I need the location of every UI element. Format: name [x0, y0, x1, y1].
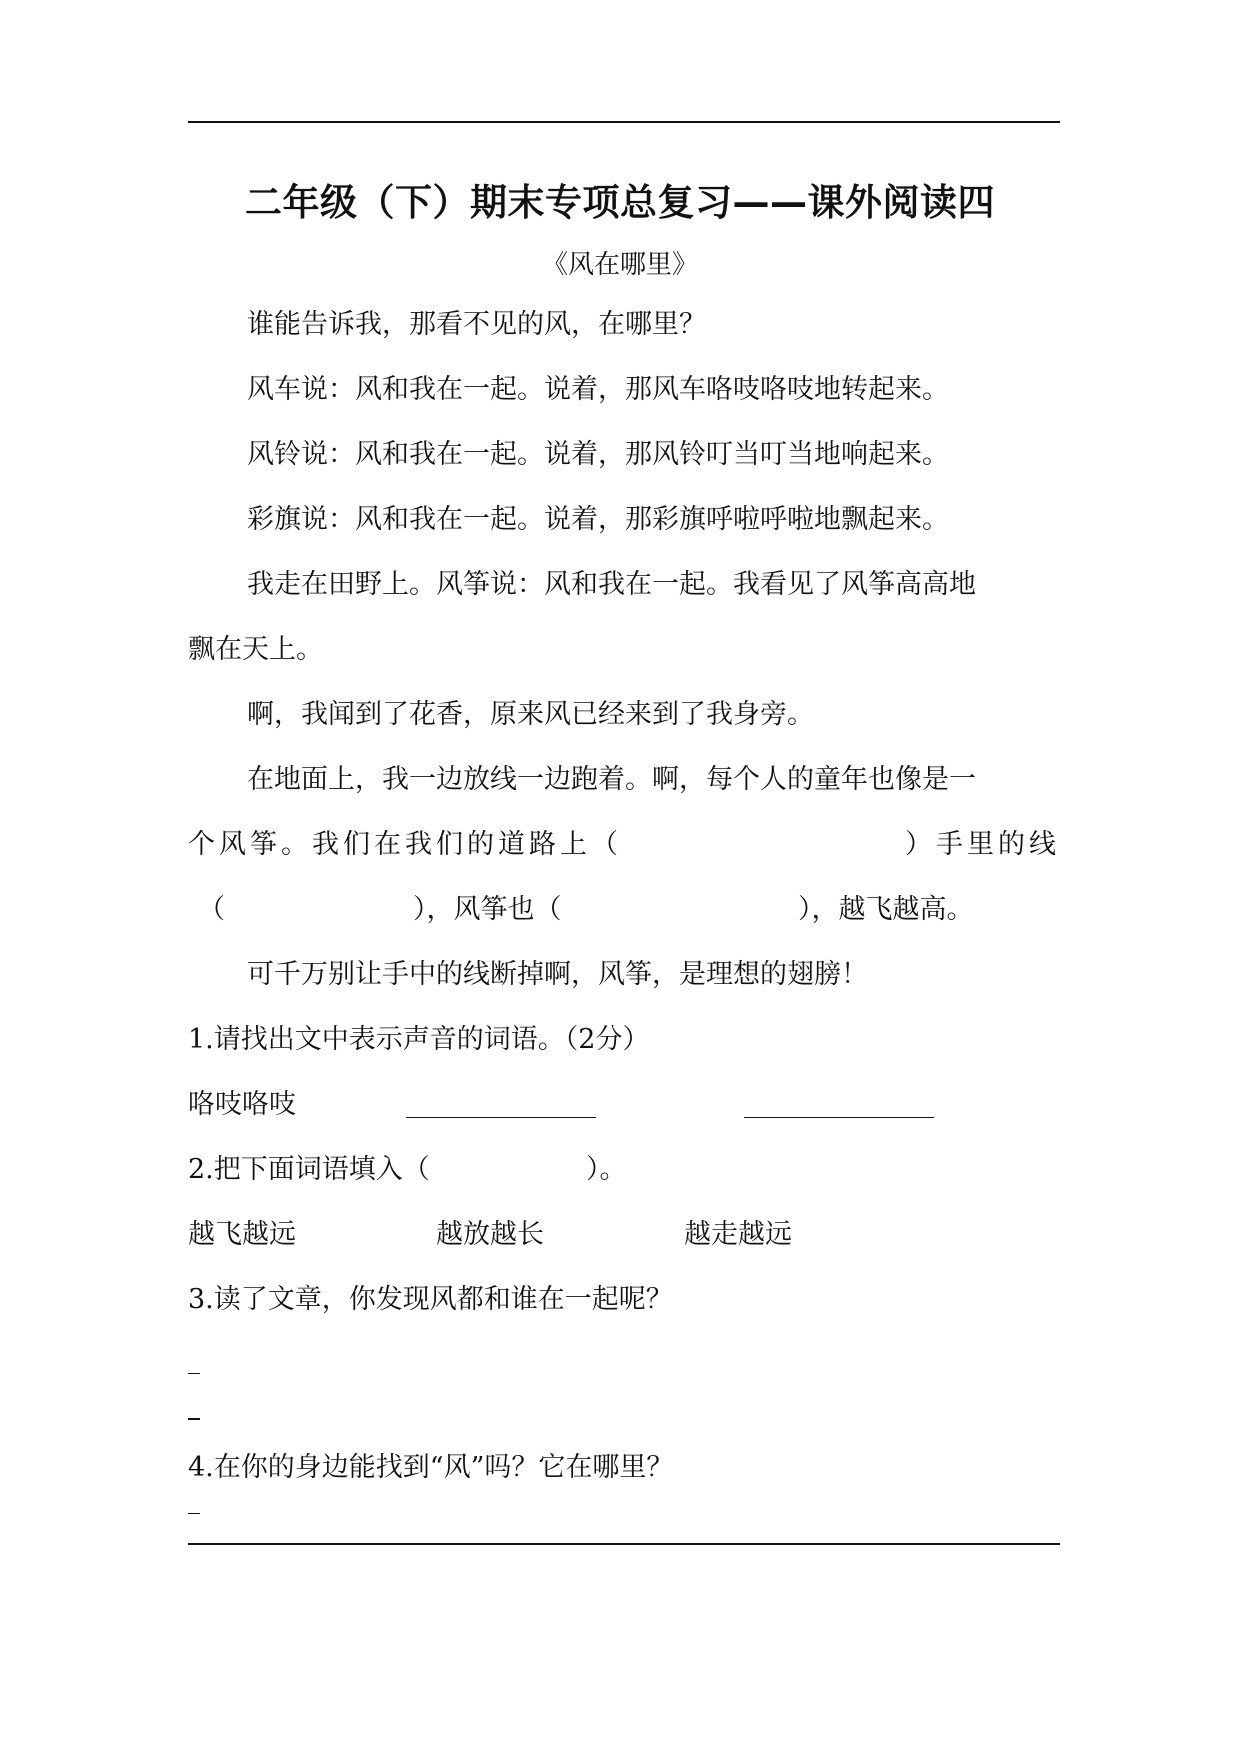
answer-line-2[interactable]	[744, 1117, 934, 1118]
question-2-option-2: 越放越长	[436, 1219, 544, 1250]
header-rule	[188, 121, 1060, 123]
footer-rule	[188, 1543, 1060, 1545]
blank-end-text: ），越飞越高。	[798, 894, 974, 925]
paragraph-7-line-2-end: ）手里的线	[905, 829, 1060, 860]
paragraph-6: 啊，我闻到了花香，原来风已经来到了我身旁。	[247, 699, 814, 730]
story-title: 《风在哪里》	[541, 250, 698, 280]
answer-line-4[interactable]	[188, 1513, 200, 1514]
answer-line-3a[interactable]	[188, 1373, 200, 1374]
paragraph-2: 风车说：风和我在一起。说着，那风车咯吱咯吱地转起来。	[247, 374, 949, 405]
blank-mid-text: ），风筝也（	[413, 894, 562, 925]
question-1-example: 咯吱咯吱	[188, 1089, 296, 1120]
paragraph-8: 可千万别让手中的线断掉啊，风筝，是理想的翅膀！	[247, 959, 868, 990]
paragraph-5-line-1: 我走在田野上。风筝说：风和我在一起。我看见了风筝高高地	[247, 569, 976, 600]
page-title: 二年级（下）期末专项总复习——课外阅读四	[245, 181, 995, 224]
answer-line-3b[interactable]	[188, 1418, 200, 1420]
paragraph-1: 谁能告诉我，那看不见的风，在哪里？	[247, 309, 706, 340]
paragraph-7-line-1: 在地面上，我一边放线一边跑着。啊，每个人的童年也像是一	[247, 764, 976, 795]
paragraph-7-line-2	[188, 827, 1060, 863]
paragraph-7-line-2-start: 个风筝。我们在我们的道路上（	[188, 829, 622, 860]
answer-line-1[interactable]	[406, 1117, 596, 1118]
paragraph-4: 彩旗说：风和我在一起。说着，那彩旗呼啦呼啦地飘起来。	[247, 504, 949, 535]
question-1: 1.请找出文中表示声音的词语。（2分）	[188, 1024, 650, 1055]
question-3: 3.读了文章，你发现风都和谁在一起呢？	[188, 1284, 673, 1315]
question-4: 4.在你的身边能找到“风”吗？它在哪里？	[188, 1452, 674, 1483]
paragraph-5-line-2: 飘在天上。	[188, 634, 323, 665]
question-2-option-3: 越走越远	[684, 1219, 792, 1250]
paragraph-3: 风铃说：风和我在一起。说着，那风铃叮当叮当地响起来。	[247, 439, 949, 470]
question-2-end: ）。	[586, 1154, 627, 1185]
question-2-option-1: 越飞越远	[188, 1219, 296, 1250]
question-2-start: 2.把下面词语填入（	[188, 1154, 430, 1185]
blank-open-paren: （	[198, 894, 225, 925]
